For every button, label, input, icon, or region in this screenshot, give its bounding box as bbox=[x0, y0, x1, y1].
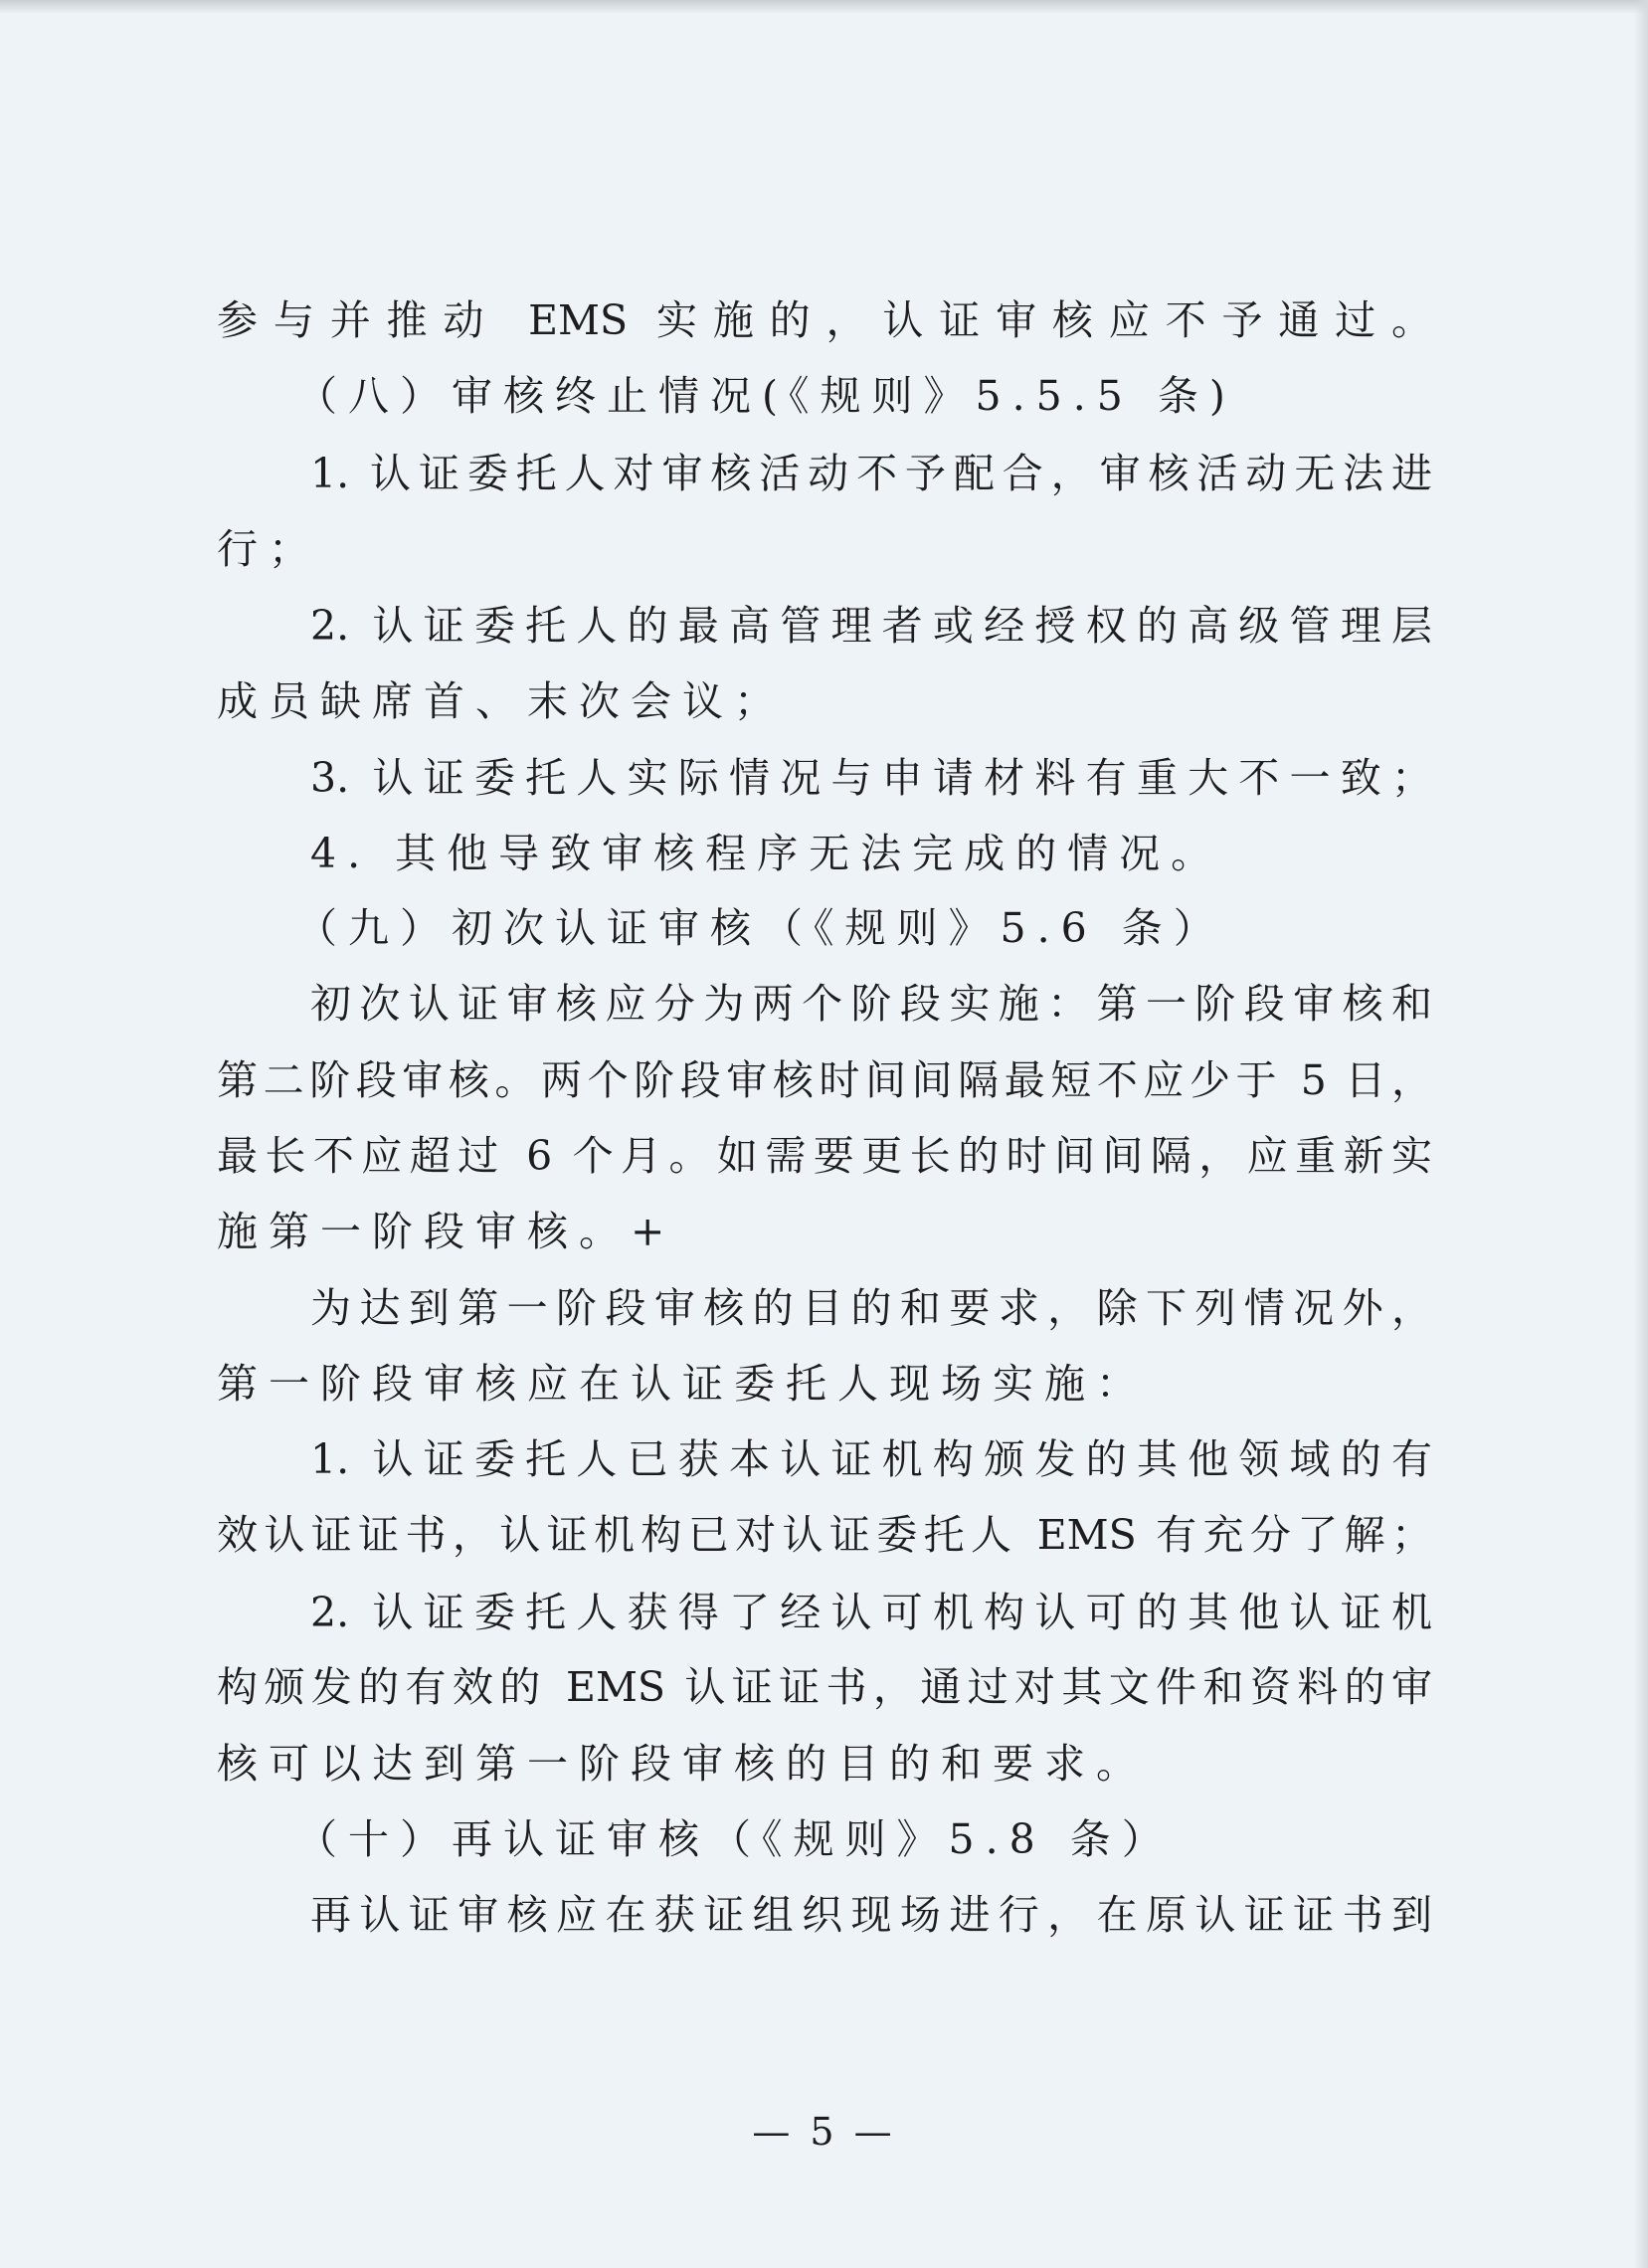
text-line-6: 成员缺席首、末次会议； bbox=[217, 677, 786, 725]
section-heading-9: （九）初次认证审核（《规则》5.6 条） bbox=[296, 904, 1225, 952]
text-line-16: 1. 认证委托人已获本认证机构颁发的其他领域的有 bbox=[310, 1435, 1432, 1483]
text-line-20: 核可以达到第一阶段审核的目的和要求。 bbox=[217, 1740, 1148, 1788]
section-heading-10: （十）再认证审核（《规则》5.8 条） bbox=[296, 1815, 1174, 1863]
text-line-3: 1. 认证委托人对审核活动不予配合，审核活动无法进 bbox=[310, 450, 1432, 497]
text-line-15: 第一阶段审核应在认证委托人现场实施： bbox=[217, 1360, 1148, 1408]
page-number: — 5 — bbox=[752, 2110, 896, 2154]
text-line-4: 行； bbox=[217, 525, 320, 573]
text-line-19: 构颁发的有效的 EMS 认证证书，通过对其文件和资料的审 bbox=[217, 1663, 1432, 1711]
text-line-11: 第二阶段审核。两个阶段审核时间间隔最短不应少于 5 日， bbox=[217, 1056, 1432, 1104]
text-line-8: 4. 其他导致审核程序无法完成的情况。 bbox=[310, 830, 1223, 877]
text-line-5: 2. 认证委托人的最高管理者或经授权的高级管理层 bbox=[310, 602, 1432, 650]
text-line-17: 效认证证书，认证机构已对认证委托人 EMS 有充分了解； bbox=[217, 1511, 1432, 1559]
text-line-7: 3. 认证委托人实际情况与申请材料有重大不一致； bbox=[310, 754, 1432, 802]
section-heading-8: （八）审核终止情况(《规则》5.5.5 条) bbox=[296, 372, 1236, 420]
text-line-12: 最长不应超过 6 个月。如需要更长的时间间隔，应重新实 bbox=[217, 1132, 1432, 1180]
text-line-18: 2. 认证委托人获得了经认可机构认可的其他认证机 bbox=[310, 1589, 1432, 1636]
text-line-1: 参与并推动 EMS 实施的，认证审核应不予通过。 bbox=[217, 296, 1432, 344]
text-line-13: 施第一阶段审核。+ bbox=[217, 1208, 676, 1255]
text-line-14: 为达到第一阶段审核的目的和要求，除下列情况外， bbox=[310, 1284, 1432, 1332]
text-line-10: 初次认证审核应分为两个阶段实施：第一阶段审核和 bbox=[310, 980, 1432, 1028]
text-line-22: 再认证审核应在获证组织现场进行，在原认证证书到 bbox=[310, 1891, 1432, 1939]
